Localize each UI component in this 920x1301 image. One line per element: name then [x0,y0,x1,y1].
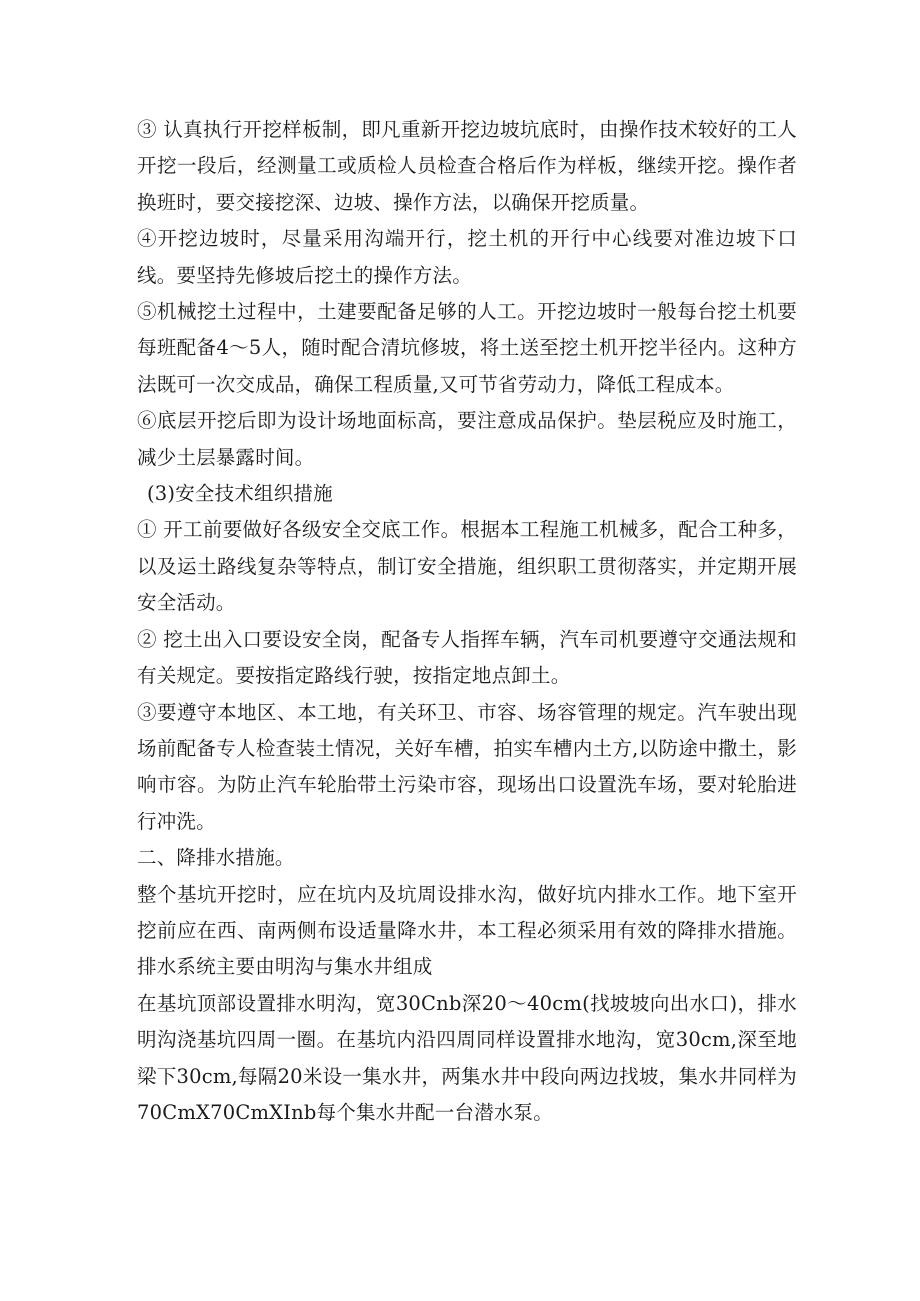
paragraph-entrance-guard: ② 挖土出入口要设安全岗，配备专人指挥车辆，汽车司机要遵守交通法规和有关规定。要按指定路线行驶，按指定地点卸土。 [137,627,797,688]
paragraph-drainage-details: 在基坑顶部设置排水明沟，宽30Cnb深20～40cm(找坡坡向出水口)，排水明沟浇基坑四周一圈。在基坑内沿四周同样设置排水地沟，宽30cm,深至地梁下30cm,每隔20米设一集水井，两集水井中段向两边找坡，集水井同样为70CmX70CmXInb每个集水井配一台潜水泵。 [137,991,797,1124]
section-heading-safety: (3)安全技术组织措施 [147,482,333,506]
section-heading-drainage: 二、降排水措施。 [137,846,295,870]
paragraph-excavation-template: ③ 认真执行开挖样板制，即凡重新开挖边坡坑底时，由操作技术较好的工人开挖一段后，经测量工或质检人员检查合格后作为样板，继续开挖。操作者换班时，要交接挖深、边坡、操作方法，以确保开挖质量。 [137,118,797,214]
paragraph-environment-rules: ③要遵守本地区、本工地，有关环卫、市容、场容管理的规定。汽车驶出现场前配备专人检查装土情况，关好车槽，拍实车槽内土方,以防途中撒土，影响市容。为防止汽车轮胎带土污染市容，现场出口设置洗车场，要对轮胎进行冲洗。 [137,700,797,833]
paragraph-slope-excavation: ④开挖边坡时，尽量采用沟端开行，挖土机的开行中心线要对准边坡下口线。要坚持先修坡后挖土的操作方法。 [137,227,797,287]
paragraph-bottom-layer: ⑥底层开挖后即为设计场地面标高，要注意成品保护。垫层税应及时施工，减少土层暴露时间。 [137,409,797,469]
paragraph-safety-briefing: ① 开工前要做好各级安全交底工作。根据本工程施工机械多，配合工种多，以及运土路线复杂等特点，制订安全措施，组织职工贯彻落实，并定期开展安全活动。 [137,518,797,615]
paragraph-drainage-overview: 整个基坑开挖时，应在坑内及坑周设排水沟，做好坑内排水工作。地下室开挖前应在西、南两侧布设适量降水井，本工程必须采用有效的降排水措施。排水系统主要由明沟与集水井组成 [137,882,797,979]
document-body [137,112,797,1131]
paragraph-mechanical-excavation: ⑤机械挖土过程中，土建要配备足够的人工。开挖边坡时一般每台挖土机要每班配备4～5人，随时配合清坑修坡，将土送至挖土机开挖半径内。这种方法既可一次交成品，确保工程质量,又可节省劳动力，降低工程成本。 [137,300,797,396]
